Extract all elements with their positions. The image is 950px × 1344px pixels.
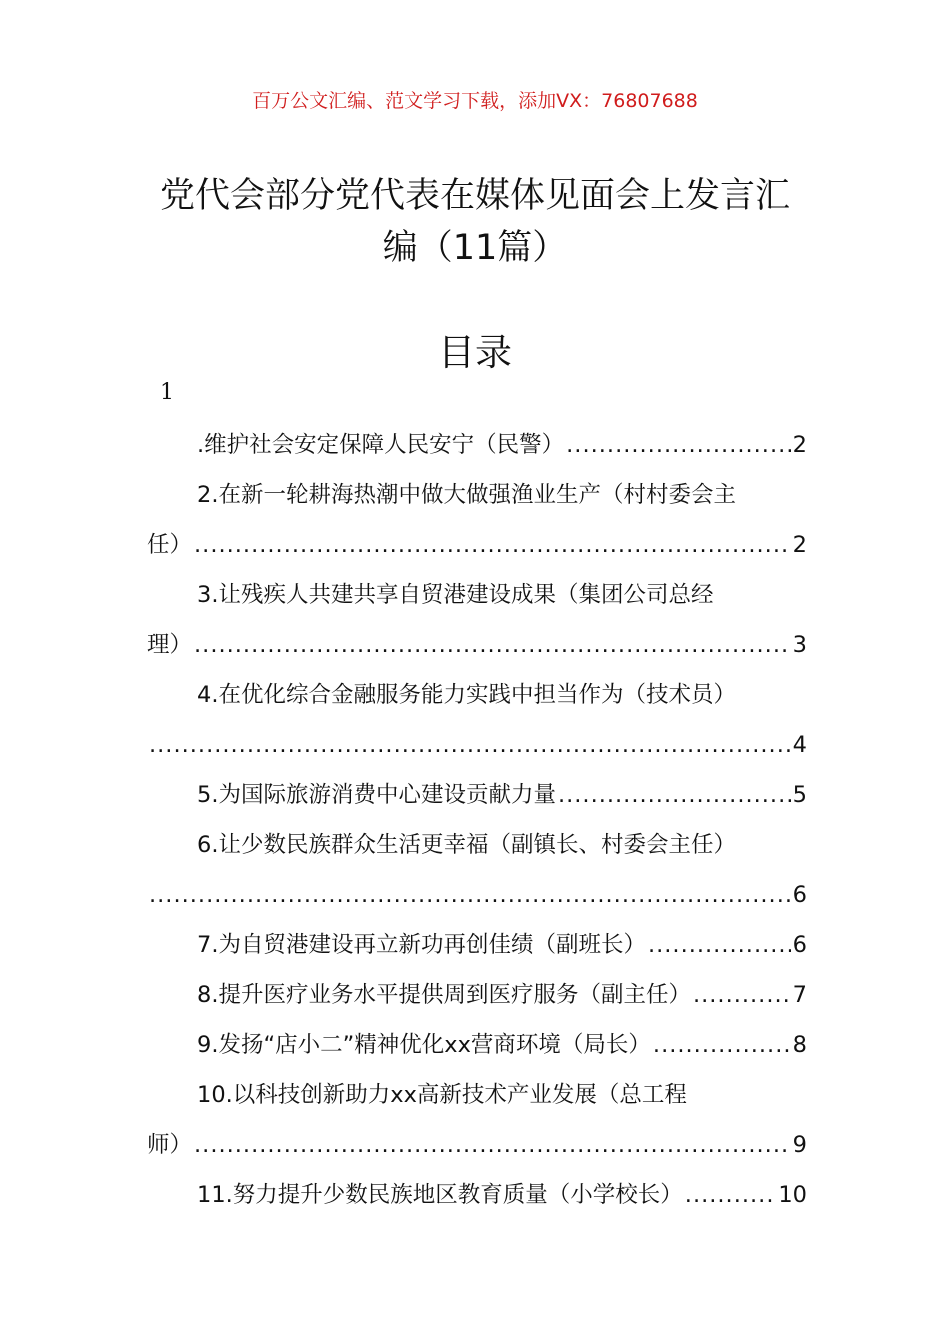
toc-leader-dots	[566, 420, 791, 470]
toc-entry-text: 4.在优化综合金融服务能力实践中担当作为（技术员）	[197, 682, 736, 708]
toc-entry-11[interactable]	[147, 1170, 807, 1220]
toc-entry-text: 任）	[147, 532, 193, 558]
toc-page-number: 8	[792, 1032, 807, 1058]
toc-entry-2-continued[interactable]	[147, 520, 807, 570]
toc-leader-dots	[194, 620, 791, 670]
document-title	[150, 170, 800, 274]
toc-page-number: 5	[792, 782, 807, 808]
toc-leader-dots	[149, 870, 791, 920]
toc-entry-2[interactable]	[147, 470, 807, 520]
toc-leader-dots	[653, 1020, 791, 1070]
toc-entry-text: 9.发扬“店小二”精神优化xx营商环境（局长）	[197, 1032, 651, 1058]
toc-entry-8[interactable]	[147, 970, 807, 1020]
document-title-line-1: 党代会部分党代表在媒体见面会上发言汇	[159, 176, 790, 216]
toc-page-number: 3	[792, 632, 807, 658]
table-of-contents	[147, 420, 807, 1220]
toc-entry-3[interactable]	[147, 570, 807, 620]
toc-entry-text: 11.努力提升少数民族地区教育质量（小学校长）	[197, 1182, 683, 1208]
stray-number: 1	[160, 380, 174, 405]
toc-entry-text: 2.在新一轮耕海热潮中做大做强渔业生产（村村委会主	[197, 482, 736, 508]
toc-entry-text: 10.以科技创新助力xx高新技术产业发展（总工程	[197, 1082, 687, 1108]
toc-page-number: 2	[792, 432, 807, 458]
toc-entry-text: 3.让残疾人共建共享自贸港建设成果（集团公司总经	[197, 582, 714, 608]
toc-entry-4-continued[interactable]	[147, 720, 807, 770]
toc-heading: 目录	[438, 331, 512, 374]
toc-leader-dots	[194, 520, 791, 570]
toc-page-number: 6	[792, 932, 807, 958]
toc-entry-text: 理）	[147, 632, 193, 658]
document-title-line-2: 编（11篇）	[382, 228, 568, 268]
toc-entry-text: 7.为自贸港建设再立新功再创佳绩（副班长）	[197, 932, 646, 958]
toc-entry-3-continued[interactable]	[147, 620, 807, 670]
toc-leader-dots	[558, 770, 791, 820]
toc-entry-text: 5.为国际旅游消费中心建设贡献力量	[197, 782, 556, 808]
toc-entry-6-continued[interactable]	[147, 870, 807, 920]
toc-entry-text: 8.提升医疗业务水平提供周到医疗服务（副主任）	[197, 982, 691, 1008]
toc-page-number: 9	[792, 1132, 807, 1158]
toc-page-number: 7	[792, 982, 807, 1008]
toc-entry-text: 师）	[147, 1132, 193, 1158]
toc-entry-10-continued[interactable]	[147, 1120, 807, 1170]
toc-page-number: 2	[792, 532, 807, 558]
toc-entry-6[interactable]	[147, 820, 807, 870]
toc-leader-dots	[648, 920, 791, 970]
toc-leader-dots	[194, 1120, 791, 1170]
toc-leader-dots	[693, 970, 791, 1020]
toc-entry-7[interactable]	[147, 920, 807, 970]
toc-leader-dots	[685, 1170, 777, 1220]
toc-entry-1[interactable]	[147, 420, 807, 470]
toc-entry-text: 6.让少数民族群众生活更幸福（副镇长、村委会主任）	[197, 832, 736, 858]
toc-page-number: 10	[778, 1182, 807, 1208]
toc-page-number: 4	[792, 732, 807, 758]
toc-entry-4[interactable]	[147, 670, 807, 720]
toc-page-number: 6	[792, 882, 807, 908]
toc-leader-dots	[149, 720, 791, 770]
header-note: 百万公文汇编、范文学习下载，添加VX：76807688	[252, 90, 698, 112]
toc-entry-5[interactable]	[147, 770, 807, 820]
toc-entry-text: .维护社会安定保障人民安宁（民警）	[197, 432, 565, 458]
toc-entry-9[interactable]	[147, 1020, 807, 1070]
toc-entry-10[interactable]	[147, 1070, 807, 1120]
